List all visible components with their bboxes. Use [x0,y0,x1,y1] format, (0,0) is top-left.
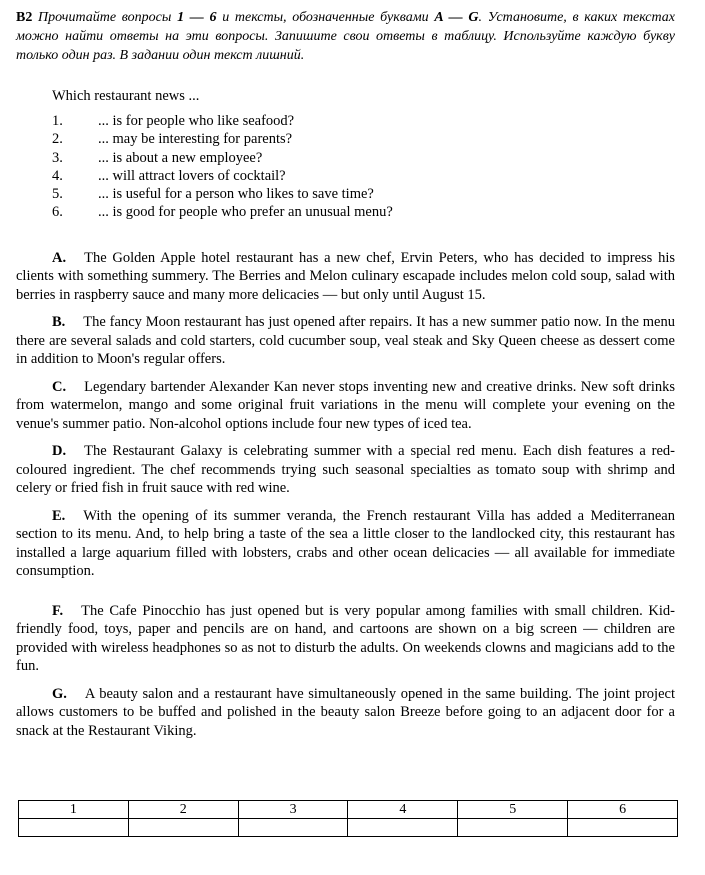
answer-cell[interactable] [128,819,238,837]
task-text-3: . Установите, в каких текстах можно найти ответы на эти вопросы. Запишите свои ответы в таблицу. Используйте каждую букву только один раз. В задании один текст лишний. [16,10,675,63]
question-text: ... is good for people who prefer an unusual menu? [98,204,393,221]
answer-cell[interactable] [238,819,348,837]
answer-table [18,800,678,837]
text-body: The fancy Moon restaurant has just opened after repairs. It has a new summer patio now. In the menu there are several salads and cold starters, cold cucumber soup, veal steak and Sky Queen cheese as dessert come in addition to Moon's regular offers. [16,314,675,368]
text-body: A beauty salon and a restaurant have simultaneously opened in the same building. The joint project allows customers to be buffed and polished in the beauty salon Breeze before going to an adjacent door for a snack at the Restaurant Viking. [16,685,675,739]
text-letter: G. [52,685,67,702]
answer-cell[interactable] [19,819,129,837]
question-number: 5. [52,186,63,203]
answer-cell[interactable] [568,819,678,837]
text-letter: D. [52,443,67,460]
text-f [16,602,675,676]
text-d [16,442,675,498]
task-instructions [16,8,675,65]
text-letter: E. [52,507,66,524]
question-item [52,203,675,221]
question-number: 2. [52,131,63,148]
question-text: ... is about a new employee? [98,149,263,166]
answer-header-cell: 6 [568,801,678,819]
answer-header-cell: 5 [458,801,568,819]
questions-lead: Which restaurant news ... [52,88,200,104]
text-e [16,507,675,581]
question-text: ... may be interesting for parents? [98,131,293,148]
question-item [52,112,675,130]
task-label: B2 [16,10,33,25]
task-text-1: Прочитайте вопросы [32,10,178,25]
task-question-range: 1 — 6 [177,10,217,25]
answer-cell[interactable] [348,819,458,837]
answer-cell[interactable] [458,819,568,837]
task-letter-range: A — G [434,10,479,25]
text-letter: C. [52,378,67,395]
text-body: The Cafe Pinocchio has just opened but is very popular among families with small children. Kid-friendly food, toys, paper and pencils are on hand, and cartoons are shown on a big screen — children are provided with wireless headphones so as not to disturb the adults. On weekends clowns and magicians add to the fun. [16,602,675,675]
text-letter: F. [52,602,64,619]
question-item [52,130,675,148]
text-body: The Restaurant Galaxy is celebrating summer with a special red menu. Each dish features a red-coloured ingredient. The chef recommends trying such seasonal specialties as tomato soup with shrimp and celery or fried fish in fruit sauce with red wine. [16,443,675,497]
text-c [16,378,675,434]
text-b [16,313,675,369]
question-text: ... is useful for a person who likes to save time? [98,186,374,203]
text-letter: A. [52,249,67,266]
answer-table-answer-row [19,819,678,837]
answer-header-cell: 1 [19,801,129,819]
answer-header-cell: 4 [348,801,458,819]
text-g [16,685,675,741]
answer-header-cell: 3 [238,801,348,819]
text-a [16,249,675,305]
text-body: Legendary bartender Alexander Kan never stops inventing new and creative drinks. New soft drinks from watermelon, mango and some original fruit variations in the menu will complete your evening on the venue's summer patio. Non-alcohol options include four new types of iced tea. [16,378,675,432]
document-page [16,8,675,749]
text-body: With the opening of its summer veranda, the French restaurant Villa has added a Mediterranean section to its menu. And, to help bring a taste of the sea a little closer to the landlocked city, this restaurant has installed a large aquarium filled with lobsters, crabs and other ocean delicacies — all available for immediate consumption. [16,507,675,580]
question-number: 6. [52,204,63,221]
question-text: ... will attract lovers of cocktail? [98,167,286,184]
text-passages [16,249,675,741]
question-number: 4. [52,167,63,184]
task-text-2: и тексты, обозначенные буквами [216,10,435,25]
question-text: ... is for people who like seafood? [98,113,295,129]
answer-table-header-row [19,801,678,819]
question-item [52,149,675,167]
text-body: The Golden Apple hotel restaurant has a new chef, Ervin Peters, who has decided to impress his clients with something summery. The Berries and Melon culinary escapade includes melon cold soup, salad with berries in raspberry sauce and many more delicacies — but only until August 15. [16,249,675,303]
question-item [52,185,675,203]
answer-header-cell: 2 [128,801,238,819]
question-number: 1. [52,113,63,129]
text-letter: B. [52,314,66,331]
question-item [52,167,675,185]
question-list [52,112,675,222]
question-number: 3. [52,149,63,166]
